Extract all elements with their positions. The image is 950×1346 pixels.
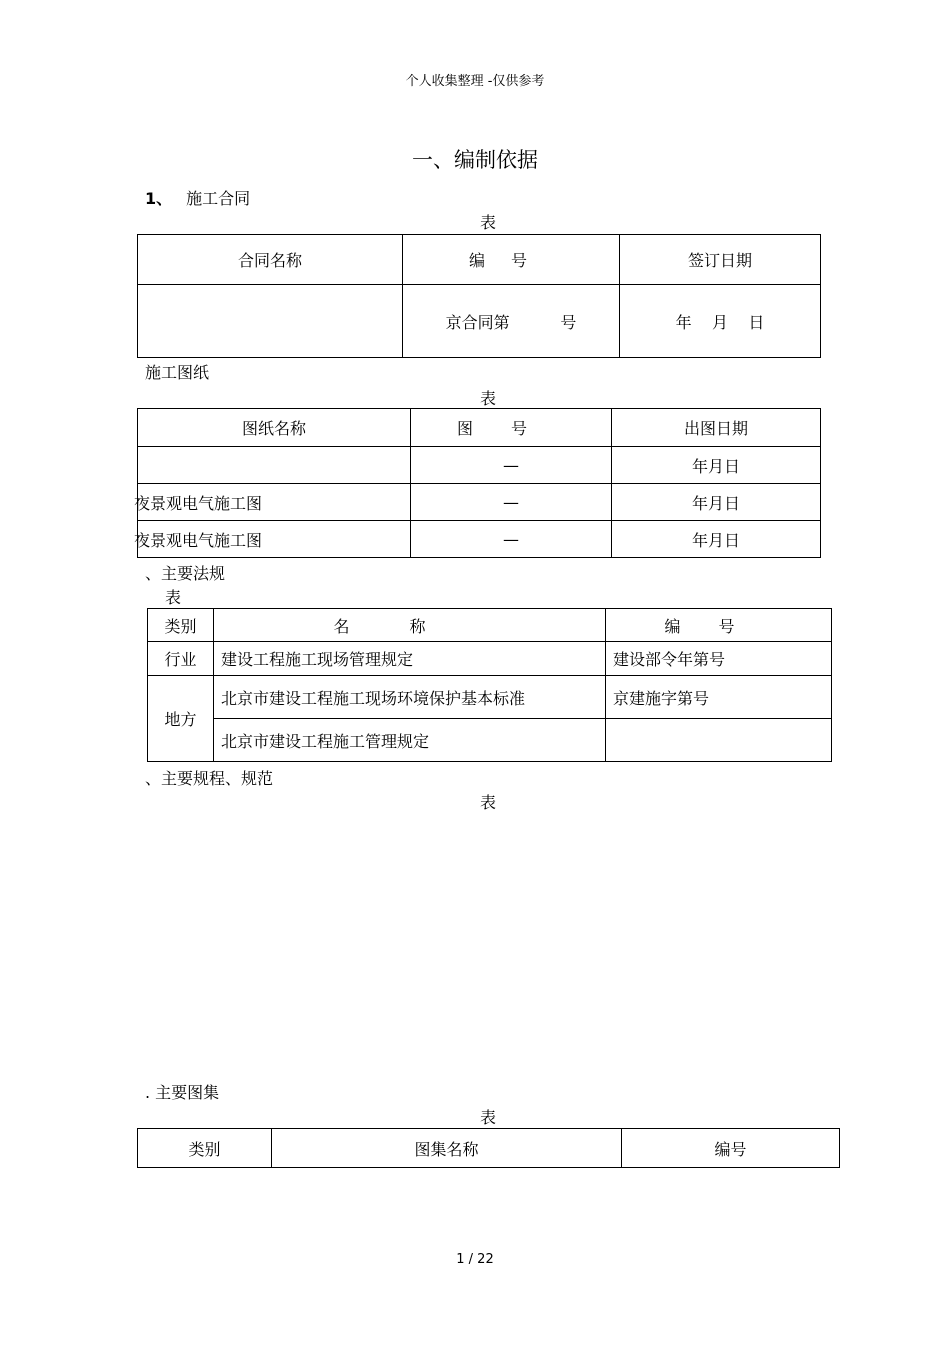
header-contract-number: 编号: [403, 235, 620, 285]
section-1-number: 1、: [145, 189, 173, 208]
regulation-number-cell: [606, 719, 832, 762]
regulation-number-cell: 京建施字第号: [606, 676, 832, 719]
page-header: 个人收集整理 -仅供参考: [405, 74, 545, 89]
header-category: 类别: [148, 609, 214, 642]
category-cell: 地方: [148, 676, 214, 762]
table-row: [138, 285, 821, 358]
header-drawing-name: 图纸名称: [138, 409, 411, 447]
drawing-number-cell: —: [411, 484, 612, 521]
regulation-name-cell: 建设工程施工现场管理规定: [214, 642, 606, 676]
table-row: [138, 447, 821, 484]
table-header-row: [138, 235, 821, 285]
drawing-number-cell: —: [411, 521, 612, 558]
section-3-caption: 表: [165, 588, 182, 607]
header-name: 名称: [214, 609, 606, 642]
table-row: [138, 521, 821, 558]
section-4-caption: 表: [480, 793, 497, 812]
section-2-heading: 施工图纸: [145, 363, 210, 382]
atlas-table: [137, 1128, 840, 1168]
section-1-title: 施工合同: [186, 189, 251, 208]
regulation-number-cell: 建设部令年第号: [606, 642, 832, 676]
issue-date-cell: 年月日: [612, 447, 821, 484]
table-header-row: [138, 1129, 840, 1168]
issue-date-cell: 年月日: [612, 484, 821, 521]
header-number: 编号: [606, 609, 832, 642]
header-category: 类别: [138, 1129, 272, 1168]
section-5-heading: . 主要图集: [145, 1083, 220, 1102]
regulation-name-cell: 北京市建设工程施工管理规定: [214, 719, 606, 762]
contract-number-cell: 京合同第 号: [403, 285, 620, 358]
header-issue-date: 出图日期: [612, 409, 821, 447]
table-row: [138, 484, 821, 521]
header-drawing-number: 图号: [411, 409, 612, 447]
table-header-row: [138, 409, 821, 447]
header-sign-date: 签订日期: [620, 235, 821, 285]
table-header-row: [148, 609, 832, 642]
page-number: 1 / 22: [456, 1252, 494, 1267]
table-row: [148, 642, 832, 676]
header-contract-name: 合同名称: [138, 235, 403, 285]
page-title: 一、编制依据: [412, 148, 538, 172]
header-atlas-name: 图集名称: [272, 1129, 622, 1168]
contract-name-cell: [138, 285, 403, 358]
regulation-name-cell: 北京市建设工程施工现场环境保护基本标准: [214, 676, 606, 719]
table-row: [148, 719, 832, 762]
section-2-caption: 表: [480, 389, 497, 408]
drawing-number-cell: —: [411, 447, 612, 484]
drawing-name-cell: 夜景观电气施工图: [138, 521, 411, 558]
issue-date-cell: 年月日: [612, 521, 821, 558]
regulations-table: [147, 608, 832, 762]
section-4-heading: 、主要规程、规范: [145, 769, 274, 788]
drawings-table: [134, 408, 821, 558]
table-row: [148, 676, 832, 719]
header-number: 编号: [622, 1129, 840, 1168]
drawing-name-cell: 夜景观电气施工图: [138, 484, 411, 521]
category-cell: 行业: [148, 642, 214, 676]
section-3-heading: 、主要法规: [145, 564, 226, 583]
section-1-heading: [145, 186, 250, 209]
drawing-name-cell: [138, 447, 411, 484]
section-1-caption: 表: [480, 213, 497, 232]
contract-table: [137, 234, 821, 358]
section-5-caption: 表: [480, 1108, 497, 1127]
sign-date-cell: 年 月 日: [620, 285, 821, 358]
